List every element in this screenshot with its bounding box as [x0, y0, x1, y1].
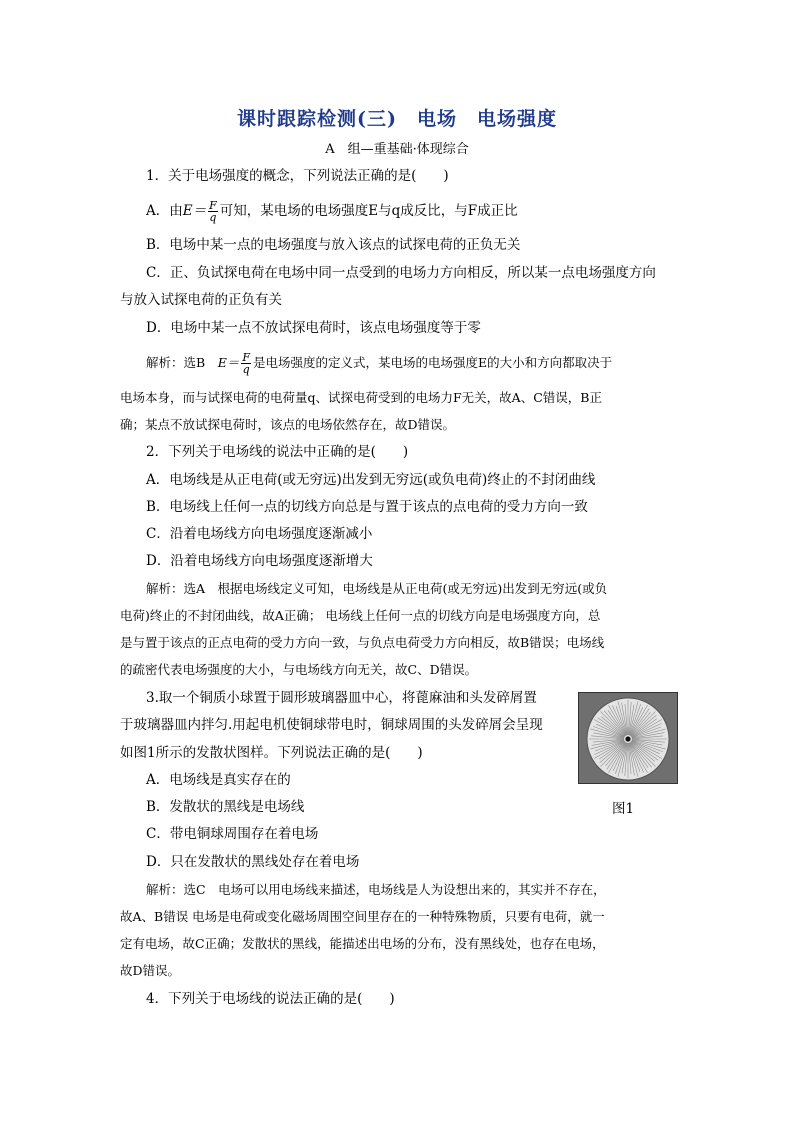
q1-a-suffix: 可知，某电场的电场强度E与q成反比，与F成正比: [219, 203, 518, 219]
q2-answer-line2: 电荷)终止的不封闭曲线，故A正确； 电场线上任何一点的切线方向是电场强度方向，总: [120, 608, 601, 623]
q3-option-c: C．带电铜球周围存在着电场: [146, 826, 319, 842]
q1-option-c-line1: C．正、负试探电荷在电场中同一点受到的电场力方向相反，所以某一点电场强度方向: [146, 265, 656, 281]
q1-answer-fraction: [241, 352, 251, 375]
fraction-numerator: F: [209, 199, 217, 212]
q1-option-c-line2: 与放入试探电荷的正负有关: [120, 292, 282, 308]
q3-answer-line3: 定有电场，故C正确；发散状的黑线，能描述出电场的分布，没有黑线处，也存在电场，: [120, 936, 605, 951]
q1-option-b: B．电场中某一点的电场强度与放入该点的试探电荷的正负无关: [146, 237, 521, 253]
q2-option-d: D．沿着电场线方向电场强度逐渐增大: [146, 553, 373, 569]
fraction-denominator: q: [242, 363, 250, 376]
q1-answer-suffix: 是电场强度的定义式，某电场的电场强度E的大小和方向都取决于: [252, 355, 613, 370]
q4-stem: 4．下列关于电场线的说法正确的是( ): [146, 991, 395, 1007]
q3-stem-line3: 如图1所示的发散状图样。下列说法正确的是( ): [120, 745, 423, 761]
q1-answer-line2: 电场本身，而与试探电荷的电荷量q、试探电荷受到的电场力F无关，故A、C错误，B正: [120, 390, 602, 405]
q1-answer-formula: E＝: [217, 355, 240, 370]
q3-answer-line1: 解析：选C 电场可以用电场线来描述，电场线是人为设想出来的，其实并不存在，: [146, 882, 606, 897]
q2-answer-line3: 是与置于该点的正点电荷的受力方向一致，与负点电荷受力方向相反，故B错误；电场线: [120, 635, 605, 650]
q3-stem-line1: 3.取一个铜质小球置于圆形玻璃器皿中心，将蓖麻油和头发碎屑置: [146, 690, 537, 706]
q3-option-b: B．发散状的黑线是电场线: [146, 799, 305, 815]
figure-1-image: [578, 692, 678, 784]
q1-a-prefix: A．由: [146, 203, 183, 219]
q1-a-formula: E＝: [182, 203, 207, 219]
q2-answer-line4: 的疏密代表电场强度的大小，与电场线方向无关，故C、D错误。: [120, 662, 478, 677]
page-title: 课时跟踪检测(三) 电场 电场强度: [237, 108, 557, 130]
q3-option-a: A．电场线是真实存在的: [146, 772, 291, 788]
q1-answer-line1: [146, 352, 612, 375]
q1-a-fraction: [208, 200, 218, 223]
q3-stem-line2: 于玻璃器皿内拌匀.用起电机使铜球带电时，铜球周围的头发碎屑会呈现: [120, 717, 543, 733]
q3-answer-line4: 故D错误。: [120, 963, 181, 978]
q2-answer-line1: 解析：选A 根据电场线定义可知，电场线是从正电荷(或无穷远)出发到无穷远(或负: [146, 581, 608, 596]
q1-option-a: [146, 200, 518, 223]
q2-stem: 2．下列关于电场线的说法中正确的是( ): [146, 444, 409, 460]
q1-answer-prefix: 解析：选B: [146, 355, 218, 370]
section-heading: A 组—重基础·体现综合: [325, 142, 469, 157]
q1-option-d: D．电场中某一点不放试探电荷时，该点电场强度等于零: [146, 320, 481, 336]
radial-pattern-graphic: [579, 693, 677, 783]
q3-answer-line2: 故A、B错误 电场是电荷或变化磁场周围空间里存在的一种特殊物质，只要有电荷，就一: [120, 909, 605, 924]
fraction-denominator: q: [209, 211, 217, 224]
fraction-numerator: F: [242, 351, 250, 364]
q2-option-c: C．沿着电场线方向电场强度逐渐减小: [146, 526, 373, 542]
q3-option-d: D．只在发散状的黑线处存在着电场: [146, 854, 360, 870]
q2-option-b: B．电场线上任何一点的切线方向总是与置于该点的点电荷的受力方向一致: [146, 499, 588, 515]
figure-caption: 图1: [612, 801, 635, 817]
q1-answer-line3: 确；某点不放试探电荷时，该点的电场依然存在，故D错误。: [120, 417, 456, 432]
q2-option-a: A．电场线是从正电荷(或无穷远)出发到无穷远(或负电荷)终止的不封闭曲线: [146, 472, 596, 488]
q1-stem: 1．关于电场强度的概念，下列说法正确的是( ): [146, 168, 449, 184]
